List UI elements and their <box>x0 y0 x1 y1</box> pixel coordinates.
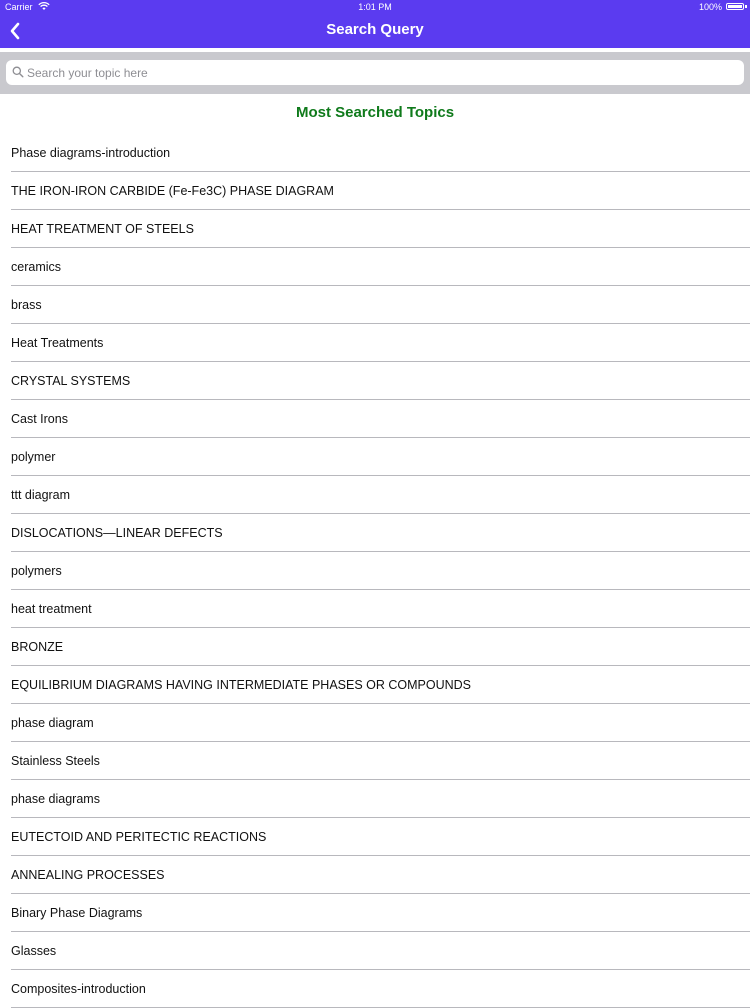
battery-percentage: 100% <box>698 2 722 12</box>
list-item[interactable] <box>11 134 750 172</box>
list-item-label: Glasses <box>11 944 57 958</box>
list-item-label: polymers <box>11 564 62 578</box>
list-item[interactable] <box>11 476 750 514</box>
list-item[interactable] <box>11 818 750 856</box>
list-item[interactable] <box>11 628 750 666</box>
list-item[interactable] <box>11 932 750 970</box>
list-item[interactable] <box>11 780 750 818</box>
list-item[interactable] <box>11 248 750 286</box>
divider <box>0 48 750 52</box>
list-item[interactable] <box>11 514 750 552</box>
list-item[interactable] <box>11 552 750 590</box>
section-title: Most Searched Topics <box>295 104 455 121</box>
list-item-label: CRYSTAL SYSTEMS <box>11 374 131 388</box>
list-item-label: brass <box>11 298 42 312</box>
list-item-label: BRONZE <box>11 640 64 654</box>
list-item[interactable] <box>11 362 750 400</box>
list-item-label: phase diagram <box>11 716 94 730</box>
list-item[interactable] <box>11 704 750 742</box>
list-item[interactable] <box>11 666 750 704</box>
topic-list <box>0 134 750 1008</box>
list-item[interactable] <box>11 286 750 324</box>
list-item-label: DISLOCATIONS—LINEAR DEFECTS <box>11 526 223 540</box>
list-item-label: Phase diagrams-introduction <box>11 146 171 160</box>
list-item-label: Composites-introduction <box>11 982 146 996</box>
list-item[interactable] <box>11 742 750 780</box>
status-bar <box>0 0 750 14</box>
list-item[interactable] <box>11 856 750 894</box>
list-item-label: heat treatment <box>11 602 92 616</box>
list-item-label: ANNEALING PROCESSES <box>11 868 165 882</box>
list-item-label: phase diagrams <box>11 792 100 806</box>
list-item-label: HEAT TREATMENT OF STEELS <box>11 222 194 236</box>
search-input[interactable] <box>27 63 727 82</box>
list-item-label: Cast Irons <box>11 412 68 426</box>
navigation-bar <box>0 14 750 48</box>
carrier-label: Carrier <box>5 2 33 12</box>
search-icon <box>12 66 24 78</box>
list-item-label: THE IRON-IRON CARBIDE (Fe-Fe3C) PHASE DIAGRAM <box>11 184 334 198</box>
list-item[interactable] <box>11 400 750 438</box>
list-item[interactable] <box>11 894 750 932</box>
list-item-label: ttt diagram <box>11 488 71 502</box>
list-item-label: EQUILIBRIUM DIAGRAMS HAVING INTERMEDIATE PHASES OR COMPOUNDS <box>11 678 472 692</box>
list-item[interactable] <box>11 210 750 248</box>
clock: 1:01 PM <box>358 2 392 12</box>
search-box[interactable] <box>6 60 744 85</box>
list-item-label: Binary Phase Diagrams <box>11 906 143 920</box>
list-item-label: Heat Treatments <box>11 336 104 350</box>
battery-icon <box>726 3 744 10</box>
list-item[interactable] <box>11 970 750 1008</box>
list-item[interactable] <box>11 438 750 476</box>
list-item[interactable] <box>11 172 750 210</box>
list-item[interactable] <box>11 590 750 628</box>
list-item-label: EUTECTOID AND PERITECTIC REACTIONS <box>11 830 267 844</box>
page-title: Search Query <box>326 21 424 38</box>
list-item-label: Stainless Steels <box>11 754 100 768</box>
search-bar-container <box>0 48 750 94</box>
list-item[interactable] <box>11 324 750 362</box>
battery-tip <box>745 5 747 8</box>
list-item-label: ceramics <box>11 260 62 274</box>
list-item-label: polymer <box>11 450 56 464</box>
